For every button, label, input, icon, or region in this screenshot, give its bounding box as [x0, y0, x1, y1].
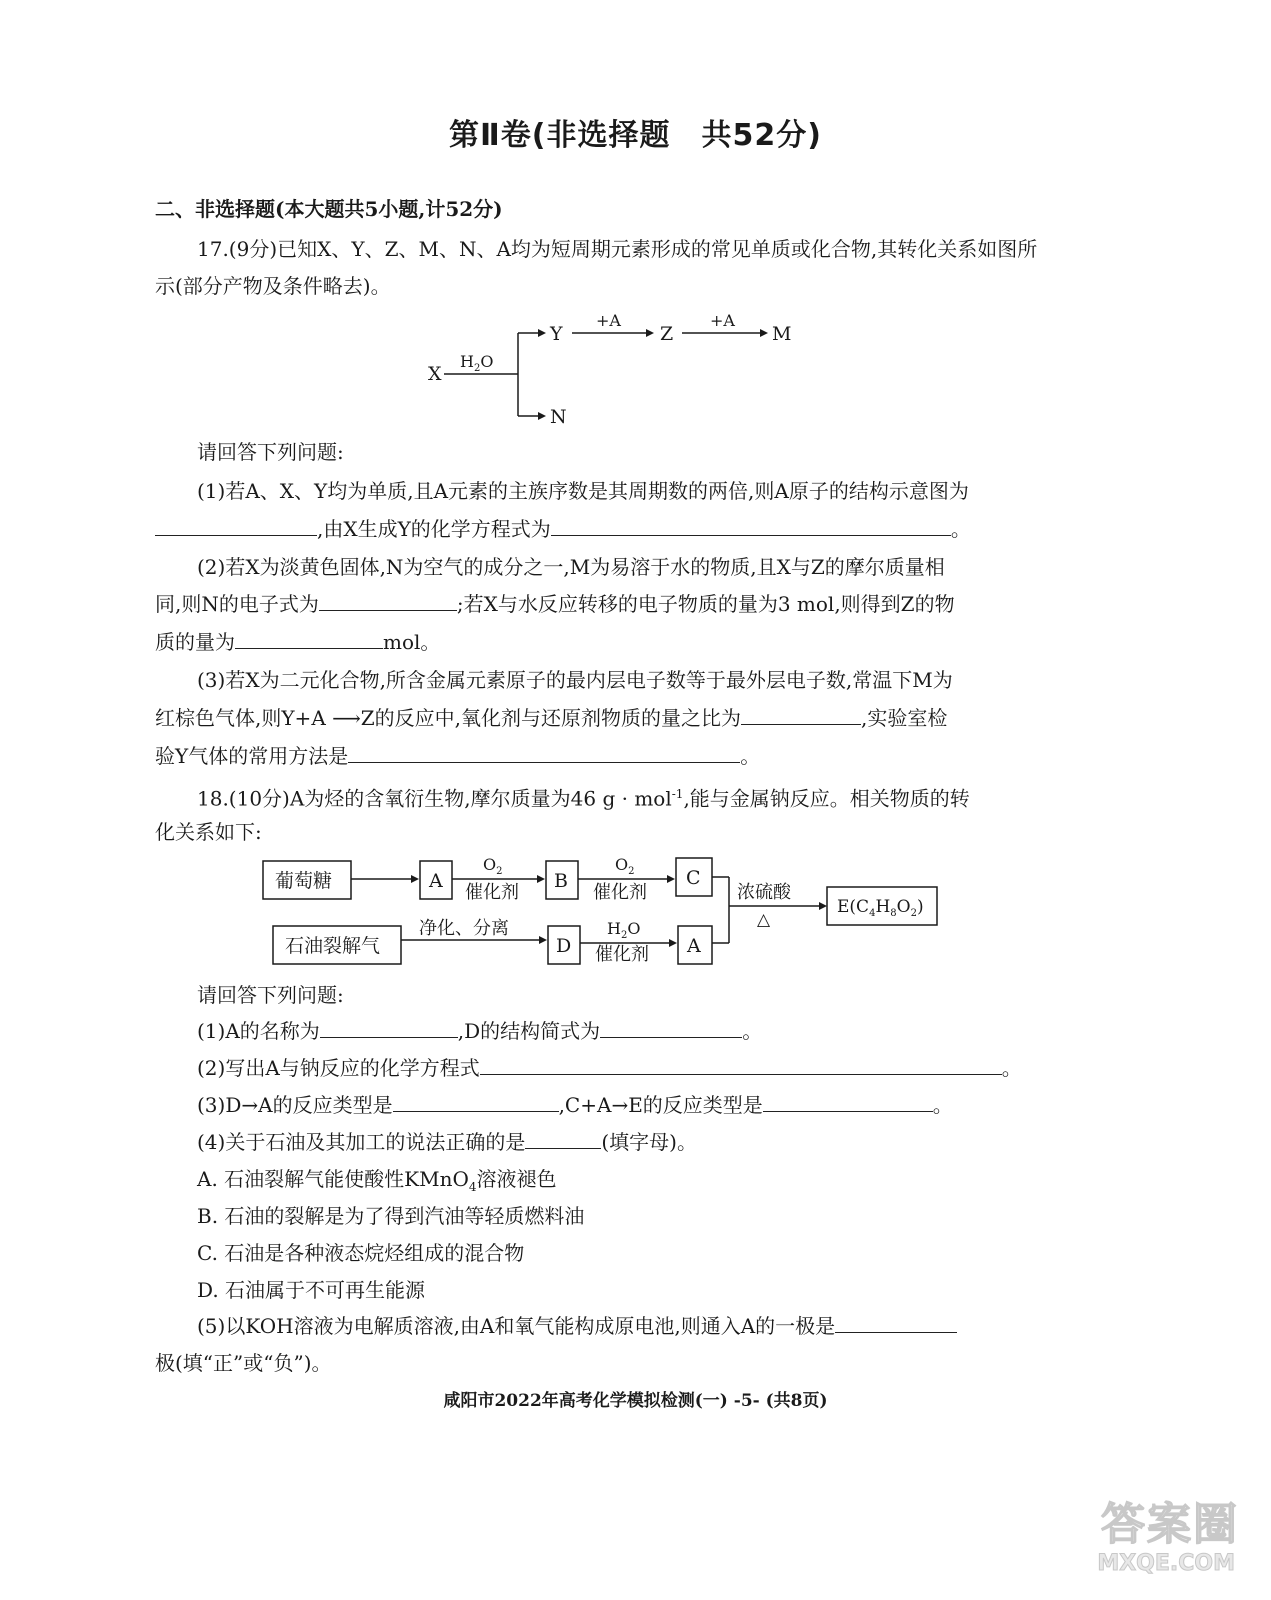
q18-box-d: D — [556, 935, 572, 957]
section-title: 第Ⅱ卷(非选择题 共52分) — [449, 118, 822, 153]
q18-label-catalyst-1: 催化剂 — [465, 882, 519, 903]
answer-blank[interactable] — [155, 517, 317, 536]
q18-part4: (4)关于石油及其加工的说法正确的是 (填字母)。 — [197, 1130, 697, 1154]
answer-blank[interactable] — [320, 1019, 458, 1038]
q18-label-catalyst-3: 催化剂 — [595, 944, 649, 965]
q18-box-a-top: A — [429, 870, 443, 892]
q18-box-a-bottom: A — [687, 935, 701, 957]
q18-label-purify: 净化、分离 — [419, 918, 509, 939]
q18-option-c: C. 石油是各种液态烷烃组成的混合物 — [197, 1241, 525, 1265]
q17-part1-line1: (1)若A、X、Y均为单质,且A元素的主族序数是其周期数的两倍,则A原子的结构示意图为 — [197, 479, 969, 503]
q18-box-b: B — [554, 870, 568, 892]
q17-arrowhead-y — [538, 329, 546, 337]
answer-blank[interactable] — [480, 1056, 1002, 1075]
answer-blank[interactable] — [348, 744, 740, 763]
q18-label-o2-1: $O_2$ — [483, 855, 503, 877]
q17-node-m: M — [772, 323, 792, 345]
q17-label-plus-a-1: +A — [596, 311, 621, 330]
answer-blank[interactable] — [600, 1019, 742, 1038]
q18-label-catalyst-2: 催化剂 — [593, 882, 647, 903]
q17-part3-line1: (3)若X为二元化合物,所含金属元素原子的最内层电子数等于最外层电子数,常温下M为 — [197, 668, 953, 692]
q17-prompt: 请回答下列问题: — [197, 440, 344, 464]
q18-part5-line2: 极(填“正”或“负”)。 — [155, 1351, 332, 1375]
answer-blank[interactable] — [551, 517, 951, 536]
q17-arrowhead-z — [646, 329, 654, 337]
q17-part3-line2: 红棕色气体,则Y+A ⟶Z的反应中,氧化剂与还原剂物质的量之比为 ,实验室检 — [155, 706, 948, 730]
q18-label-h2o: $H_2O$ — [607, 919, 641, 941]
answer-blank[interactable] — [393, 1093, 559, 1112]
q17-node-z: Z — [660, 323, 674, 345]
answer-blank[interactable] — [235, 630, 383, 649]
q17-part2-line3: 质的量为 mol。 — [155, 630, 441, 654]
q18-label-conc-h2so4: 浓硫酸 — [737, 882, 791, 903]
q18-box-c: C — [686, 867, 701, 889]
q17-label-plus-a-2: +A — [710, 311, 735, 330]
q18-option-b: B. 石油的裂解是为了得到汽油等轻质燃料油 — [197, 1204, 585, 1228]
q17-arrowhead-n — [538, 412, 546, 420]
q17-part3-line3: 验Y气体的常用方法是 。 — [155, 744, 761, 768]
q18-label-heat: △ — [757, 910, 771, 930]
q18-part1: (1)A的名称为 ,D的结构简式为 。 — [197, 1019, 763, 1043]
q17-reaction-diagram — [420, 305, 820, 435]
q18-box-glucose: 葡萄糖 — [275, 870, 333, 892]
q17-part1-line2: ,由X生成Y的化学方程式为 。 — [155, 516, 1065, 542]
watermark-url: MXQE.COM — [1097, 1551, 1235, 1576]
answer-blank[interactable] — [763, 1093, 933, 1112]
q17-node-x: X — [428, 363, 442, 385]
section-heading: 二、非选择题(本大题共5小题,计52分) — [155, 197, 503, 221]
q18-intro-line1: 18.(10分)A为烃的含氧衍生物,摩尔质量为46 g · mol$^{-1}$,能与金属钠反应。相关物质的转 — [197, 786, 970, 811]
watermark — [1049, 1488, 1239, 1578]
q17-intro-line1: 17.(9分)已知X、Y、Z、M、N、A均为短周期元素形成的常见单质或化合物,其转化关系如图所 — [197, 237, 1038, 261]
q17-label-h2o: $H_2O$ — [460, 352, 494, 374]
q17-intro-line2: 示(部分产物及条件略去)。 — [155, 274, 391, 298]
q17-arrowhead-m — [760, 329, 768, 337]
q18-box-cracked-gas: 石油裂解气 — [285, 935, 381, 957]
q18-option-a: A. 石油裂解气能使酸性KMnO$_4$溶液褪色 — [197, 1167, 557, 1194]
answer-blank[interactable] — [525, 1130, 601, 1149]
page-footer: 咸阳市2022年高考化学模拟检测(一) -5- (共8页) — [443, 1391, 828, 1411]
q18-option-d: D. 石油属于不可再生能源 — [197, 1278, 426, 1302]
q18-label-o2-2: $O_2$ — [615, 855, 635, 877]
answer-blank[interactable] — [835, 1314, 957, 1333]
q18-intro-line2: 化关系如下: — [155, 820, 262, 844]
watermark-logo: 答案圈 — [1101, 1499, 1239, 1550]
q18-part2: (2)写出A与钠反应的化学方程式 。 — [197, 1056, 1022, 1080]
answer-blank[interactable] — [319, 592, 457, 611]
q17-node-n: N — [550, 406, 567, 428]
q18-box-e: $E(C_4H_8O_2)$ — [837, 897, 924, 919]
q17-part2-line2: 同,则N的电子式为 ;若X与水反应转移的电子物质的量为3 mol,则得到Z的物 — [155, 592, 955, 616]
q17-part2-line1: (2)若X为淡黄色固体,N为空气的成分之一,M为易溶于水的物质,且X与Z的摩尔质量相 — [197, 555, 945, 579]
q18-part3: (3)D→A的反应类型是 ,C+A→E的反应类型是 。 — [197, 1093, 953, 1117]
q17-node-y: Y — [550, 323, 563, 345]
answer-blank[interactable] — [741, 706, 861, 725]
q18-transformation-diagram — [255, 848, 955, 978]
q18-part5-line1: (5)以KOH溶液为电解质溶液,由A和氧气能构成原电池,则通入A的一极是 — [197, 1313, 1107, 1339]
q18-prompt: 请回答下列问题: — [197, 983, 344, 1007]
